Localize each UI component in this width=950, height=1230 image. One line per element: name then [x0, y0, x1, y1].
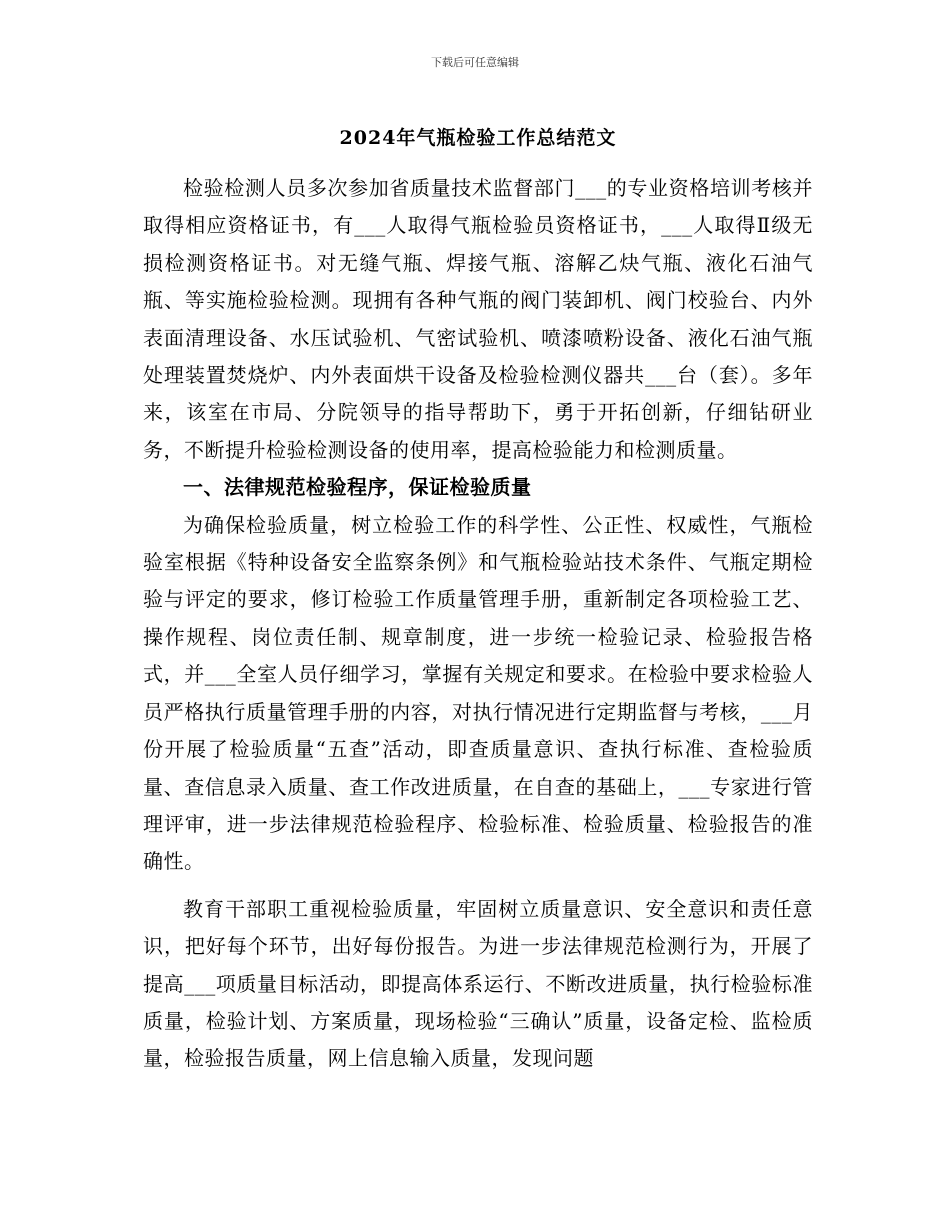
- document-title: 2024年气瓶检验工作总结范文: [339, 127, 617, 149]
- paragraph-quality: 为确保检验质量，树立检验工作的科学性、公正性、权威性，气瓶检验室根据《特种设备安全监察条例》和气瓶检验站技术条件、气瓶定期检验与评定的要求，修订检验工作质量管理手册，重新制定各项检验工艺、操作规程、岗位责任制、规章制度，进一步统一检验记录、检验报告格式，并___全室人员仔细学习，掌握有关规定和要求。在检验中要求检验人员严格执行质量管理手册的内容，对执行情况进行定期监督与考核，___月份开展了检验质量“五查”活动，即查质量意识、查执行标准、查检验质量、查信息录入质量、查工作改进质量，在自查的基础上，___专家进行管理评审，进一步法律规范检验程序、检验标准、检验质量、检验报告的准确性。: [143, 512, 813, 874]
- header-note: 下载后可任意编辑: [431, 56, 519, 69]
- paragraph-education: 教育干部职工重视检验质量，牢固树立质量意识、安全意识和责任意识，把好每个环节，出好每份报告。为进一步法律规范检测行为，开展了提高___项质量目标活动，即提高体系运行、不断改进质量，执行检验标准质量，检验计划、方案质量，现场检验“三确认”质量，设备定检、监检质量，检验报告质量，网上信息输入质量，发现问题: [143, 896, 813, 1071]
- document-page: [143, 118, 813, 1078]
- section-heading-1: 一、法律规范检验程序，保证检验质量: [183, 475, 532, 500]
- paragraph-intro: 检验检测人员多次参加省质量技术监督部门___的专业资格培训考核并取得相应资格证书，有___人取得气瓶检验员资格证书，___人取得Ⅱ级无损检测资格证书。对无缝气瓶、焊接气瓶、溶解乙炔气瓶、液化石油气瓶、等实施检验检测。现拥有各种气瓶的阀门装卸机、阀门校验台、内外表面清理设备、水压试验机、气密试验机、喷漆喷粉设备、液化石油气瓶处理装置焚烧炉、内外表面烘干设备及检验检测仪器共___台（套）。多年来，该室在市局、分院领导的指导帮助下，勇于开拓创新，仔细钻研业务，不断提升检验检测设备的使用率，提高检验能力和检测质量。: [143, 176, 813, 462]
